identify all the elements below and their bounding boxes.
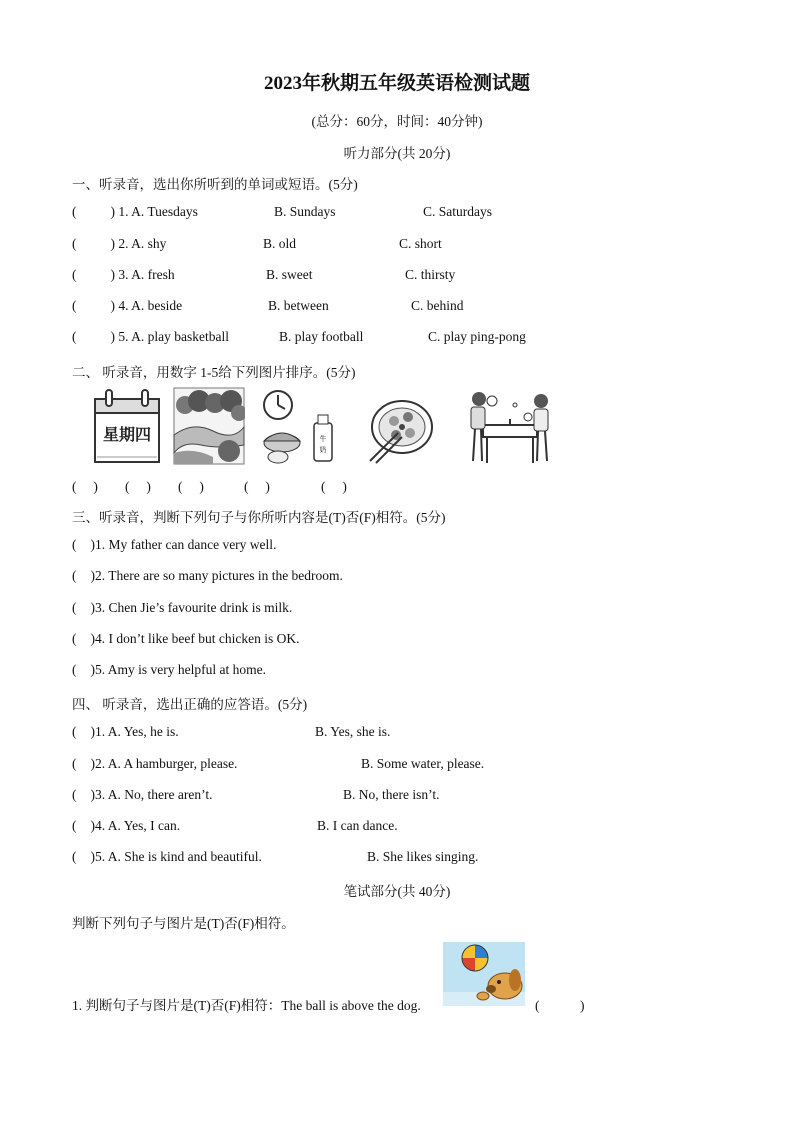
svg-text:牛: 牛 <box>319 435 327 443</box>
answer-blank[interactable]: ( ) <box>72 787 95 802</box>
order-blank-2[interactable]: ( ) <box>125 479 151 494</box>
s3-row-1: ( )1. My father can dance very well. <box>72 537 277 552</box>
answer-blank[interactable]: ( ) <box>72 849 95 864</box>
writing-header: 笔试部分(共 40分) <box>343 884 451 899</box>
s1-row-5: ( ) 5. A. play basketball <box>72 329 229 344</box>
s5-question-1: 1. 判断句子与图片是(T)否(F)相符：The ball is above the dog. <box>72 998 421 1013</box>
order-blank-5[interactable]: ( ) <box>321 479 347 494</box>
order-blank-3[interactable]: ( ) <box>178 479 204 494</box>
calendar-picture <box>92 387 162 465</box>
s4-row-1-b: B. Yes, she is. <box>315 724 391 739</box>
s1-row-5-c: C. play ping-pong <box>428 329 526 344</box>
s1-row-3-c: C. thirsty <box>405 267 456 282</box>
answer-blank[interactable]: ( ) <box>72 204 115 219</box>
s1-row-3-b: B. sweet <box>266 267 313 282</box>
answer-blank[interactable]: ( ) <box>72 600 95 615</box>
s4-row-3: ( )3. A. No, there aren’t. <box>72 787 213 802</box>
s1-row-4-b: B. between <box>268 298 329 313</box>
s1-row-2: ( ) 2. A. shy <box>72 236 167 251</box>
answer-blank[interactable]: ( ) <box>72 756 95 771</box>
answer-blank[interactable]: ( ) <box>72 662 95 677</box>
s3-row-4: ( )4. I don’t like beef but chicken is OK. <box>72 631 300 646</box>
answer-blank[interactable]: ( ) <box>72 236 115 251</box>
answer-blank[interactable]: ( ) <box>72 267 115 282</box>
answer-blank[interactable]: ( ) <box>72 568 95 583</box>
s5-answer-blank[interactable]: ( ) <box>535 998 585 1013</box>
ball-dog-picture <box>443 942 525 1006</box>
ping-pong-picture <box>465 387 555 465</box>
s4-row-5: ( )5. A. She is kind and beautiful. <box>72 849 262 864</box>
s3-row-2: ( )2. There are so many pictures in the bedroom. <box>72 568 343 583</box>
s1-row-4: ( ) 4. A. beside <box>72 298 183 313</box>
s3-row-5: ( )5. Amy is very helpful at home. <box>72 662 266 677</box>
order-blank-1[interactable]: ( ) <box>72 479 98 494</box>
listening-header: 听力部分(共 20分) <box>343 146 451 161</box>
section-5-heading: 判断下列句子与图片是(T)否(F)相符。 <box>72 916 295 931</box>
answer-blank[interactable]: ( ) <box>72 537 95 552</box>
s1-row-2-c: C. short <box>399 236 442 251</box>
order-blank-4[interactable]: ( ) <box>244 479 270 494</box>
s4-row-2: ( )2. A. A hamburger, please. <box>72 756 238 771</box>
section-4-heading: 四、 听录音，选出正确的应答语。(5分) <box>72 697 308 712</box>
s1-row-2-b: B. old <box>263 236 297 251</box>
answer-blank[interactable]: ( ) <box>72 631 95 646</box>
svg-text:奶: 奶 <box>319 446 327 454</box>
answer-blank[interactable]: ( ) <box>72 329 115 344</box>
s4-row-3-b: B. No, there isn’t. <box>343 787 440 802</box>
s1-row-4-c: C. behind <box>411 298 464 313</box>
s3-row-3: ( )3. Chen Jie’s favourite drink is milk. <box>72 600 293 615</box>
page-title: 2023年秋期五年级英语检测试题 <box>263 73 530 94</box>
s4-row-1: ( )1. A. Yes, he is. <box>72 724 179 739</box>
section-3-heading: 三、听录音，判断下列句子与你所听内容是(T)否(F)相符。(5分) <box>72 510 446 525</box>
answer-blank[interactable]: ( ) <box>72 298 115 313</box>
s4-row-4-b: B. I can dance. <box>317 818 398 833</box>
s4-row-2-b: B. Some water, please. <box>361 756 485 771</box>
s1-row-1: ( ) 1. A. Tuesdays <box>72 204 198 219</box>
clock-food-picture <box>258 387 338 465</box>
park-river-picture <box>173 387 245 465</box>
answer-blank[interactable]: ( ) <box>72 818 95 833</box>
svg-text:星期四: 星期四 <box>102 425 152 444</box>
s4-row-5-b: B. She likes singing. <box>367 849 479 864</box>
s1-row-1-c: C. Saturdays <box>423 204 492 219</box>
exam-meta: (总分：60分，时间：40分钟) <box>311 114 483 129</box>
section-1-heading: 一、听录音，选出你所听到的单词或短语。(5分) <box>72 177 358 192</box>
noodle-bowl-picture <box>366 387 436 465</box>
answer-blank[interactable]: ( ) <box>72 724 95 739</box>
s1-row-3: ( ) 3. A. fresh <box>72 267 175 282</box>
s1-row-5-b: B. play football <box>279 329 364 344</box>
s4-row-4: ( )4. A. Yes, I can. <box>72 818 181 833</box>
s1-row-1-b: B. Sundays <box>274 204 336 219</box>
section-2-heading: 二、 听录音，用数字 1-5给下列图片排序。(5分) <box>72 365 356 380</box>
